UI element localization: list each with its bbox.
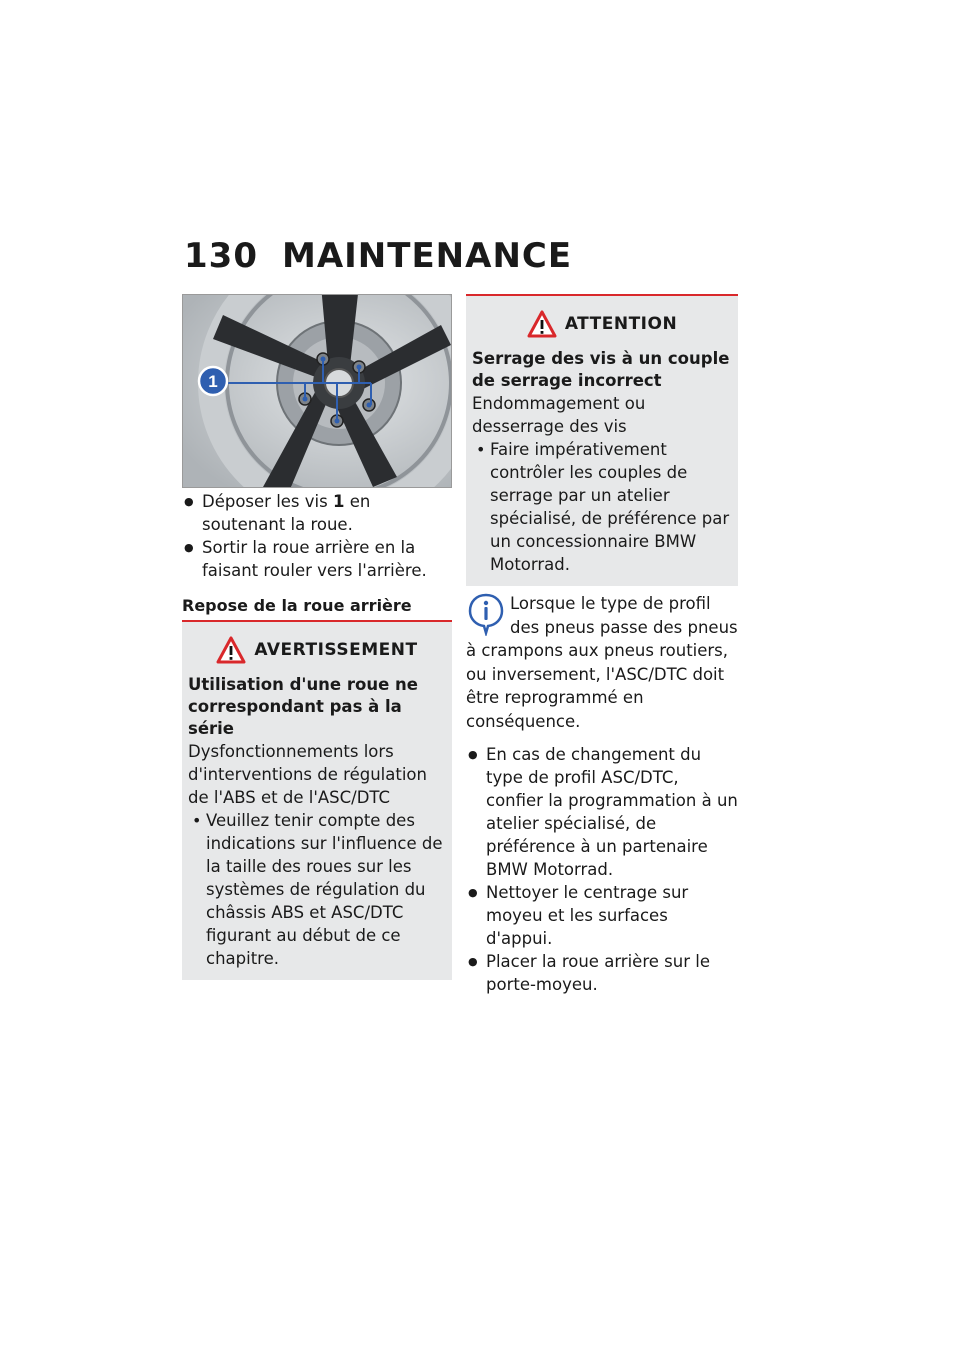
info-icon: [466, 592, 506, 636]
installation-steps: [466, 743, 738, 996]
list-item: ● Placer la roue arrière sur le porte-moyeu.: [466, 950, 738, 996]
list-item: • Veuillez tenir compte des indications sur l'influence de la taille des roues sur les systèmes de régulation du châssis ABS et ASC/DTC figurant au début de ce chapitre.: [188, 809, 446, 970]
attention-title: Serrage des vis à un couple de serrage incorrect: [472, 349, 730, 390]
attention-box: [466, 294, 738, 586]
attention-label: ATTENTION: [564, 314, 678, 334]
list-item: ● Déposer les vis 1 en soutenant la roue.: [182, 490, 452, 536]
warning-label: AVERTISSEMENT: [254, 640, 418, 660]
callout-ref: 1: [332, 492, 345, 511]
warning-triangle-icon: [527, 310, 557, 338]
rear-wheel-figure: [182, 294, 452, 488]
attention-body: Endommagement ou desserrage des vis: [472, 394, 646, 436]
list-item: • Faire impérativement contrôler les couples de serrage par un atelier spécialisé, de préférence par un concessionnaire BMW Motorrad.: [472, 438, 732, 576]
left-column: [182, 490, 452, 980]
info-note: [466, 592, 738, 733]
warning-header: [188, 636, 446, 664]
section-heading: Repose de la roue arrière: [182, 596, 452, 622]
warning-steps: [188, 809, 446, 970]
page-title: MAINTENANCE: [282, 236, 573, 276]
list-item: ● En cas de changement du type de profil ASC/DTC, confier la programmation à un atelier spécialisé, de préférence à un partenaire BMW Motorrad.: [466, 743, 738, 881]
page-number: 130: [184, 236, 258, 276]
info-text: Lorsque le type de profil des pneus passe des pneus à crampons aux pneus routiers, ou inversement, l'ASC/DTC doit être reprogrammé en conséquence.: [466, 594, 738, 731]
warning-title: Utilisation d'une roue ne correspondant pas à la série: [188, 675, 418, 738]
attention-steps: [472, 438, 732, 576]
attention-header: [472, 310, 732, 338]
right-column: [466, 294, 738, 996]
removal-steps: [182, 490, 452, 582]
callout-number: 1: [208, 372, 218, 391]
warning-body: Dysfonctionnements lors d'interventions de régulation de l'ABS et de l'ASC/DTC: [188, 742, 427, 807]
wheel-illustration: [183, 295, 451, 487]
warning-box: [182, 622, 452, 980]
list-item: ● Sortir la roue arrière en la faisant rouler vers l'arrière.: [182, 536, 452, 582]
list-item: ● Nettoyer le centrage sur moyeu et les surfaces d'appui.: [466, 881, 738, 950]
warning-triangle-icon: [216, 636, 246, 664]
